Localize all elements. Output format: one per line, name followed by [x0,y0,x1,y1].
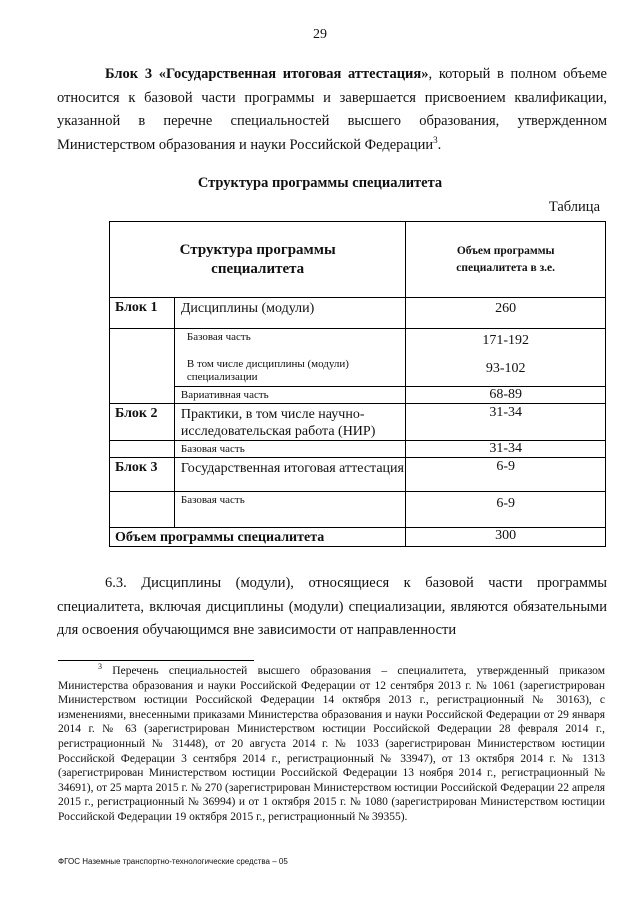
block1-label-spacer [110,329,175,404]
block1-spec-label: В том числе дисциплины (модули) специализации [186,358,349,383]
page-number: 29 [313,27,327,42]
table-row [110,492,606,528]
table-total-row [110,528,606,547]
program-structure-table [109,221,606,547]
block3-base-value: 6-9 [406,492,606,528]
section-6-3-paragraph: 6.3. Дисциплины (модули), относящиеся к базовой части программы специалитета, включая дисциплины (модули) специализации, являются обязательными для освоения обучающимся вне зависимости от направленности [57,575,607,638]
table-title: Структура программы специалитета [197,175,443,191]
block3-paragraph-end: . [437,136,442,153]
block2-value: 31-34 [406,404,606,441]
footnote-divider [58,660,254,661]
table-row [110,298,606,329]
page-footer: ФГОС Наземные транспортно-технологические средства – 05 [58,857,288,866]
table-row [110,329,606,387]
total-label: Объем программы специалитета [110,528,406,547]
block2-name: Практики, в том числе научно-исследовательская работа (НИР) [174,404,405,441]
header-volume: Объем программы специалитета в з.е. [406,222,606,298]
block2-base-label: Базовая часть [174,441,405,458]
block3-name: Государственная итоговая аттестация [174,458,405,492]
table-header-row [110,222,606,298]
footnote-ref[interactable]: 3 [433,134,438,145]
block1-var-value: 68-89 [406,387,606,404]
total-value: 300 [406,528,606,547]
footnote-mark: 3 [98,662,102,672]
block1-spec-value: 93-102 [485,361,526,376]
block1-base-cell [174,329,405,387]
block1-base-value: 171-192 [482,333,530,348]
block1-base-cell-values [406,329,606,387]
block3-label: Блок 3 [110,458,175,492]
block3-base-label: Базовая часть [174,492,405,528]
block1-label: Блок 1 [110,298,175,329]
block2-label-spacer [110,441,175,458]
header-structure: Структура программы специалитета [110,222,406,298]
table-row [110,404,606,441]
footnote-text: Перечень специальностей высшего образования – специалитета, утвержденный приказом Министерства образования и науки Российской Федерации от 12 сентября 2013 г. № 1061 (зарегистрирован Министерством юстиции Российской Федерации 14 октября 2013 г., регистрационный № 30163), с изменениями, внесенными приказами Министерства образования и науки Российской Федерации от 29 января 2014 г. № 63 (зарегистрирован Министерством юстиции Российской Федерации 28 февраля 2014 г., регистрационный № 31448), от 20 августа 2014 г. № 1033 (зарегистрирован Министерством юстиции Российской Федерации 3 сентября 2014 г., регистрационный № 33947), от 13 октября 2014 г. № 1313 (зарегистрирован Министерством юстиции Российской Федерации 13 ноября 2014 г., регистрационный № 34691), от 25 марта 2015 г. № 270 (зарегистрирован Министерством юстиции Российской Федерации 22 апреля 2015 г., регистрационный № 36994) и от 1 октября 2015 г. № 1080 (зарегистрирован Министерством юстиции Российской Федерации 19 октября 2015 г., регистрационный № 39355). [58,665,605,823]
block2-base-value: 31-34 [406,441,606,458]
block1-base-label: Базовая часть [186,331,251,343]
block3-value: 6-9 [406,458,606,492]
table-label: Таблица [548,199,600,215]
block2-label: Блок 2 [110,404,175,441]
table-row [110,387,606,404]
block3-paragraph-text: , который в полном объеме относится к базовой части программы и завершается присвоением квалификации, указанной в перечне специальностей высшего образования, утвержденном Министерством образования и науки Российской Федерации [57,66,607,153]
footnote [58,664,605,825]
table-row [110,441,606,458]
block3-paragraph [57,63,607,157]
block1-var-label: Вариативная часть [174,387,405,404]
block1-name: Дисциплины (модули) [174,298,405,329]
block3-bold-lead: Блок 3 «Государственная итоговая аттестация» [105,66,429,82]
block1-value: 260 [406,298,606,329]
block3-label-spacer [110,492,175,528]
table-row [110,458,606,492]
